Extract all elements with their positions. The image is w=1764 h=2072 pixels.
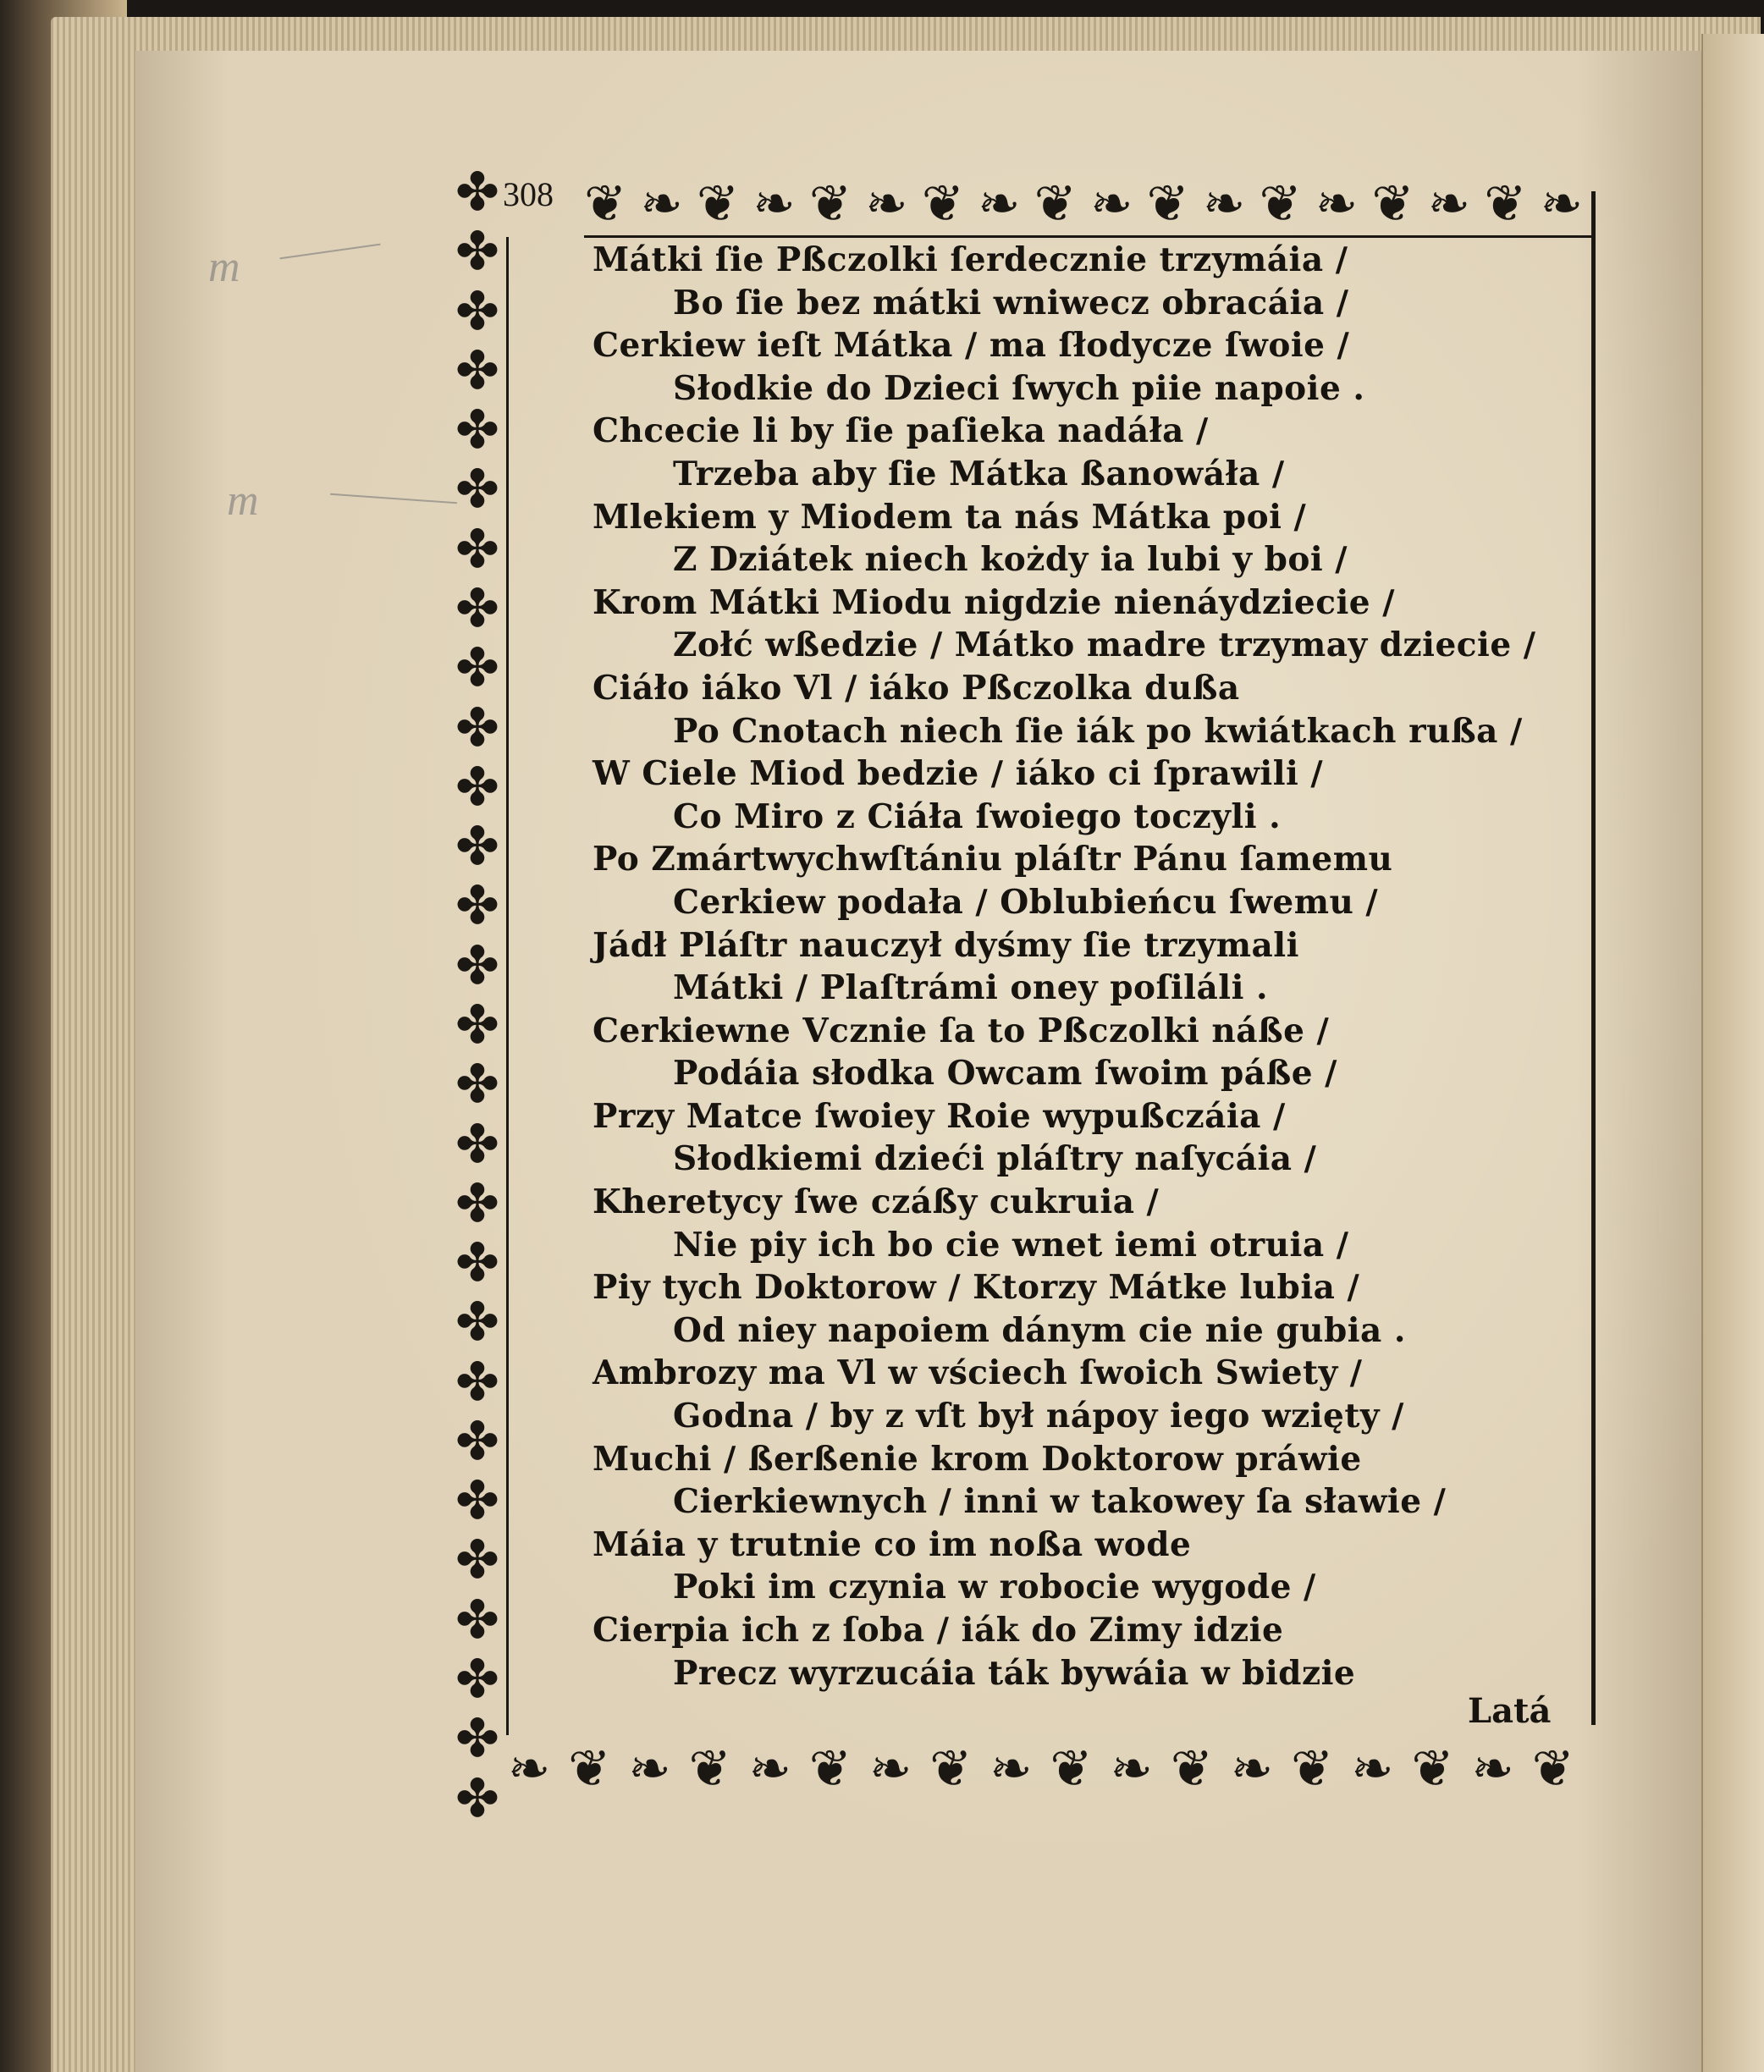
ornament-border-left	[444, 166, 511, 1825]
fleuron-icon: ❦	[808, 174, 852, 234]
fleuron-icon: ✤	[455, 1053, 499, 1116]
fleuron-icon: ✤	[455, 458, 499, 521]
poem-line: Máia y trutnie co im noßa wode	[593, 1524, 1192, 1564]
fleuron-icon: ✤	[455, 399, 499, 461]
catchword: Latá	[1468, 1691, 1552, 1731]
poem-line: Muchi / ßerßenie krom Doktorow práwie	[593, 1439, 1362, 1479]
ornament-border-bottom	[508, 1727, 1574, 1811]
fleuron-icon: ✤	[455, 1291, 499, 1353]
fleuron-icon: ❧	[1427, 174, 1471, 234]
poem-line: Od niey napoiem dánym cie nie gubia .	[673, 1310, 1406, 1350]
fleuron-icon: ❧	[628, 1739, 671, 1799]
fleuron-icon: ✤	[455, 517, 499, 580]
fleuron-icon: ✤	[455, 1469, 499, 1532]
fleuron-icon: ❦	[1411, 1739, 1454, 1799]
fleuron-icon: ❧	[989, 1739, 1033, 1799]
poem-text-block	[593, 239, 1591, 1695]
fleuron-icon: ✤	[455, 755, 499, 818]
fleuron-icon: ✤	[455, 874, 499, 937]
fleuron-icon: ✤	[455, 696, 499, 758]
fleuron-icon: ❦	[688, 1739, 731, 1799]
poem-line: Cerkiew ieſt Mátka / ma ſłodycze ſwoie /	[593, 326, 1350, 366]
fleuron-icon: ✤	[455, 1648, 499, 1711]
fleuron-icon: ❧	[1202, 174, 1246, 234]
poem-line: Słodkie do Dzieci ſwych piie napoie .	[673, 368, 1365, 408]
poem-line: Chcecie li by ſie paſieka nadáła /	[593, 411, 1209, 451]
poem-line: W Ciele Miod bedzie / iáko ci ſprawili /	[593, 754, 1324, 794]
fleuron-icon: ❧	[1090, 174, 1133, 234]
fleuron-icon: ❦	[808, 1739, 852, 1799]
poem-line: Poki im czynia w robocie wygode /	[673, 1568, 1316, 1607]
fleuron-icon: ❦	[1371, 174, 1414, 234]
fleuron-icon: ✤	[455, 1409, 499, 1472]
poem-line: Ciáło iáko Vl / iáko Pßczolka dußa	[593, 668, 1240, 708]
poem-line: Krom Mátki Miodu nigdzie nienáydziecie /	[593, 582, 1395, 622]
poem-line: Ambrozy ma Vl w vściech ſwoich Swiety /	[593, 1353, 1363, 1393]
fleuron-icon: ❦	[1034, 174, 1077, 234]
fleuron-icon: ✤	[455, 1766, 499, 1825]
fleuron-icon: ✤	[455, 1171, 499, 1234]
fleuron-icon: ❧	[978, 174, 1021, 234]
fleuron-icon: ✤	[455, 1707, 499, 1770]
fleuron-icon: ✤	[455, 339, 499, 401]
fleuron-icon: ❦	[584, 174, 627, 234]
fleuron-icon: ❧	[640, 174, 683, 234]
poem-line: Cerkiew podała / Oblubieńcu ſwemu /	[673, 882, 1379, 922]
poem-line: Nie piy ich bo cie wnet iemi otruia /	[673, 1225, 1349, 1265]
page-number: 308	[503, 175, 554, 213]
fleuron-icon: ❦	[1531, 1739, 1574, 1799]
poem-line: Piy tych Doktorow / Ktorzy Mátke lubia /	[593, 1268, 1360, 1308]
fleuron-icon: ✤	[455, 166, 499, 223]
poem-line: Jádł Pláſtr nauczył dyśmy ſie trzymali	[593, 925, 1299, 965]
fleuron-icon: ❧	[865, 174, 908, 234]
pencil-mark-2: m	[227, 477, 259, 525]
fleuron-icon: ❧	[868, 1739, 912, 1799]
poem-line: Godna / by z vſt był nápoy iego wzięty /	[673, 1397, 1404, 1436]
fleuron-icon: ✤	[455, 576, 499, 639]
fleuron-icon: ❧	[508, 1739, 551, 1799]
fleuron-icon: ❦	[1291, 1739, 1334, 1799]
fleuron-icon: ❦	[1146, 174, 1189, 234]
fleuron-icon: ✤	[455, 220, 499, 283]
fleuron-icon: ❦	[568, 1739, 611, 1799]
poem-line: Przy Matce ſwoiey Roie wypußczáia /	[593, 1096, 1286, 1136]
poem-line: Precz wyrzucáia ták bywáia w bidzie	[673, 1653, 1356, 1693]
poem-line: Kheretycy ſwe czáßy cukruia /	[593, 1182, 1160, 1222]
fleuron-icon: ❧	[1471, 1739, 1514, 1799]
poem-line: Po Zmártwychwſtániu pláſtr Pánu ſamemu	[593, 840, 1393, 879]
fleuron-icon: ❦	[1484, 174, 1527, 234]
fleuron-icon: ✤	[455, 1232, 499, 1294]
fleuron-icon: ❦	[1170, 1739, 1213, 1799]
poem-line: Podáia słodka Owcam ſwoim páße /	[673, 1054, 1337, 1094]
poem-line: Cierkiewnych / inni w takowey ſa sławie /	[673, 1482, 1447, 1522]
fleuron-icon: ❧	[1540, 174, 1583, 234]
poem-line: Cerkiewne Vcznie ſa to Pßczolki náße /	[593, 1011, 1330, 1050]
poem-line: Po Cnotach niech ſie iák po kwiátkach rußa /	[673, 711, 1523, 751]
poem-line: Co Miro z Ciáła ſwoiego toczyli .	[673, 796, 1282, 836]
poem-line: Zołć wßedzie / Mátko madre trzymay dziecie /	[673, 625, 1536, 665]
fleuron-icon: ❦	[1050, 1739, 1093, 1799]
fleuron-icon: ✤	[455, 636, 499, 699]
poem-line: Słodkiemi dzieći pláſtry naſycáia /	[673, 1139, 1317, 1179]
poem-line: Bo ſie bez mátki wniwecz obracáia /	[673, 283, 1349, 322]
poem-line: Mátki ſie Pßczolki ſerdecznie trzymáia /	[593, 240, 1348, 279]
poem-line: Mátki / Plaſtrámi oney poſiláli .	[673, 968, 1269, 1008]
fleuron-icon: ✤	[455, 815, 499, 878]
fleuron-icon: ✤	[455, 1529, 499, 1591]
poem-line: Mlekiem y Miodem ta nás Mátka poi /	[593, 497, 1307, 537]
fleuron-icon: ❧	[1315, 174, 1359, 234]
poem-line: Trzeba aby ſie Mátka ßanowáła /	[673, 454, 1285, 493]
fleuron-icon: ❦	[696, 174, 740, 234]
poem-line: Z Dziátek niech kożdy ia lubi y boi /	[673, 540, 1348, 580]
fleuron-icon: ✤	[455, 1112, 499, 1175]
ornament-border-top	[584, 168, 1583, 240]
fleuron-icon: ❦	[929, 1739, 973, 1799]
frame-rule-left	[506, 237, 509, 1735]
fleuron-icon: ✤	[455, 934, 499, 996]
poem-line: Cierpia ich z ſoba / iák do Zimy idzie	[593, 1611, 1284, 1650]
fleuron-icon: ❧	[748, 1739, 791, 1799]
fleuron-icon: ❧	[752, 174, 796, 234]
fleuron-icon: ❦	[1259, 174, 1302, 234]
fleuron-icon: ✤	[455, 993, 499, 1055]
fleuron-icon: ✤	[455, 1350, 499, 1413]
fleuron-icon: ✤	[455, 1588, 499, 1650]
pencil-mark-1: m	[208, 243, 240, 291]
fleuron-icon: ❧	[1230, 1739, 1274, 1799]
fleuron-icon: ❦	[921, 174, 964, 234]
frame-rule-right	[1591, 191, 1596, 1725]
frame-rule-top	[584, 235, 1591, 238]
facing-page-edge	[1701, 34, 1764, 2072]
fleuron-icon: ❧	[1110, 1739, 1153, 1799]
fleuron-icon: ❧	[1351, 1739, 1394, 1799]
fleuron-icon: ✤	[455, 279, 499, 342]
